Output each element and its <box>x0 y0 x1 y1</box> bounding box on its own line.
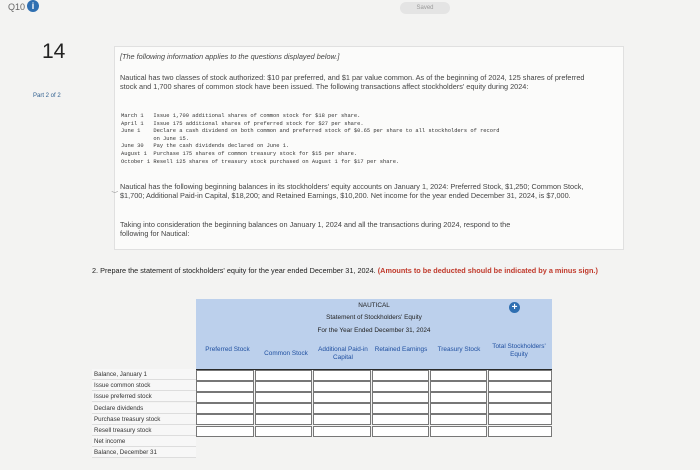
amount-input[interactable] <box>372 403 429 414</box>
amount-input[interactable] <box>430 414 487 425</box>
amount-input[interactable] <box>488 370 552 381</box>
amount-input[interactable] <box>255 414 312 425</box>
amount-input[interactable] <box>255 426 312 437</box>
question-number: 14 <box>42 40 66 63</box>
amount-input[interactable] <box>255 392 312 403</box>
info-icon[interactable]: i <box>27 0 39 12</box>
amount-input[interactable] <box>255 403 312 414</box>
saved-button[interactable]: Saved <box>400 2 450 14</box>
row-label: Net income <box>92 436 196 447</box>
row-label: Issue preferred stock <box>92 391 196 402</box>
amount-input[interactable] <box>196 426 254 437</box>
amount-input[interactable] <box>313 392 371 403</box>
amount-input[interactable] <box>313 370 371 381</box>
question-2-text: 2. Prepare the statement of stockholders' equity for the year ended December 31, 2024. <box>92 266 376 275</box>
amount-input[interactable] <box>372 392 429 403</box>
question-2 <box>92 266 602 276</box>
amount-input[interactable] <box>430 392 487 403</box>
row-label: Balance, January 1 <box>92 369 196 380</box>
amount-input[interactable] <box>255 370 312 381</box>
row-label: Balance, December 31 <box>92 447 196 458</box>
row-label: Purchase treasury stock <box>92 414 196 425</box>
col-apic: Additional Paid-in Capital <box>318 346 368 361</box>
question-label: Q10 <box>8 2 26 12</box>
amount-input[interactable] <box>196 381 254 392</box>
amount-input[interactable] <box>372 414 429 425</box>
col-treasury-stock: Treasury Stock <box>437 346 481 353</box>
paragraph-classes: Nautical has two classes of stock authorized: $10 par preferred, and $1 par value common. As of the beginning of 2024, 125 shares of preferred stock and 1,700 shares of common stock have been issued. The following transactions affect stockholders' equity during 2024: <box>120 73 585 91</box>
amount-input[interactable] <box>372 381 429 392</box>
amount-input[interactable] <box>196 392 254 403</box>
amount-input[interactable] <box>196 414 254 425</box>
question-2-note: (Amounts to be deducted should be indicated by a minus sign.) <box>377 266 598 275</box>
col-total-equity: Total Stockholders' Equity <box>492 343 546 358</box>
amount-input[interactable] <box>313 403 371 414</box>
amount-input[interactable] <box>255 381 312 392</box>
amount-input[interactable] <box>372 426 429 437</box>
statement-header <box>196 299 552 369</box>
statement-company: NAUTICAL <box>358 302 390 309</box>
amount-input[interactable] <box>196 403 254 414</box>
amount-input[interactable] <box>313 414 371 425</box>
col-retained-earnings: Retained Earnings <box>374 346 428 353</box>
amount-input[interactable] <box>313 426 371 437</box>
cursor-mark: ‿ <box>112 186 118 193</box>
amount-input[interactable] <box>313 381 371 392</box>
col-common-stock: Common Stock <box>264 350 308 357</box>
statement-title: Statement of Stockholders' Equity <box>326 314 422 321</box>
amount-input[interactable] <box>196 370 254 381</box>
add-icon[interactable]: + <box>509 302 520 313</box>
part-indicator: Part 2 of 2 <box>33 93 61 99</box>
row-label: Declare dividends <box>92 403 196 414</box>
paragraph-balances: Nautical has the following beginning balances in its stockholders' equity accounts on January 1, 2024: Preferred Stock, $1,250; Common Stock, $1,700; Additional Paid-in Capital, $18,200; and Retained Earnings, $10,200. Net income for the year ended December 31, 2024, is $7,000. <box>120 182 584 200</box>
amount-input[interactable] <box>488 403 552 414</box>
row-label: Resell treasury stock <box>92 425 196 436</box>
paragraph-instructions: Taking into consideration the beginning balances on January 1, 2024 and all the transactions during 2024, respond to the following for Nautical: <box>120 220 511 238</box>
amount-input[interactable] <box>488 392 552 403</box>
intro-note: [The following information applies to the questions displayed below.] <box>120 52 340 61</box>
amount-input[interactable] <box>488 426 552 437</box>
amount-input[interactable] <box>430 403 487 414</box>
transactions-list: March 1 Issue 1,700 additional shares of common stock for $18 per share. April 1 Issue 175 additional shares of preferred stock for $27 per share. June 1 Declare a cash dividend on both common and preferred stock of $0.65 per share to all stockholders of record on June 15. June 30 Pay the cash dividends declared on June 1. August 1 Purchase 175 shares of common treasury stock for $15 per share. October 1 Resell 125 shares of treasury stock purchased on August 1 for $17 per share. <box>121 113 500 165</box>
row-label: Issue common stock <box>92 380 196 391</box>
amount-input[interactable] <box>372 370 429 381</box>
amount-input[interactable] <box>430 370 487 381</box>
col-preferred-stock: Preferred Stock <box>205 346 250 353</box>
amount-input[interactable] <box>430 426 487 437</box>
statement-period: For the Year Ended December 31, 2024 <box>317 327 431 334</box>
amount-input[interactable] <box>488 414 552 425</box>
amount-input[interactable] <box>488 381 552 392</box>
amount-input[interactable] <box>430 381 487 392</box>
